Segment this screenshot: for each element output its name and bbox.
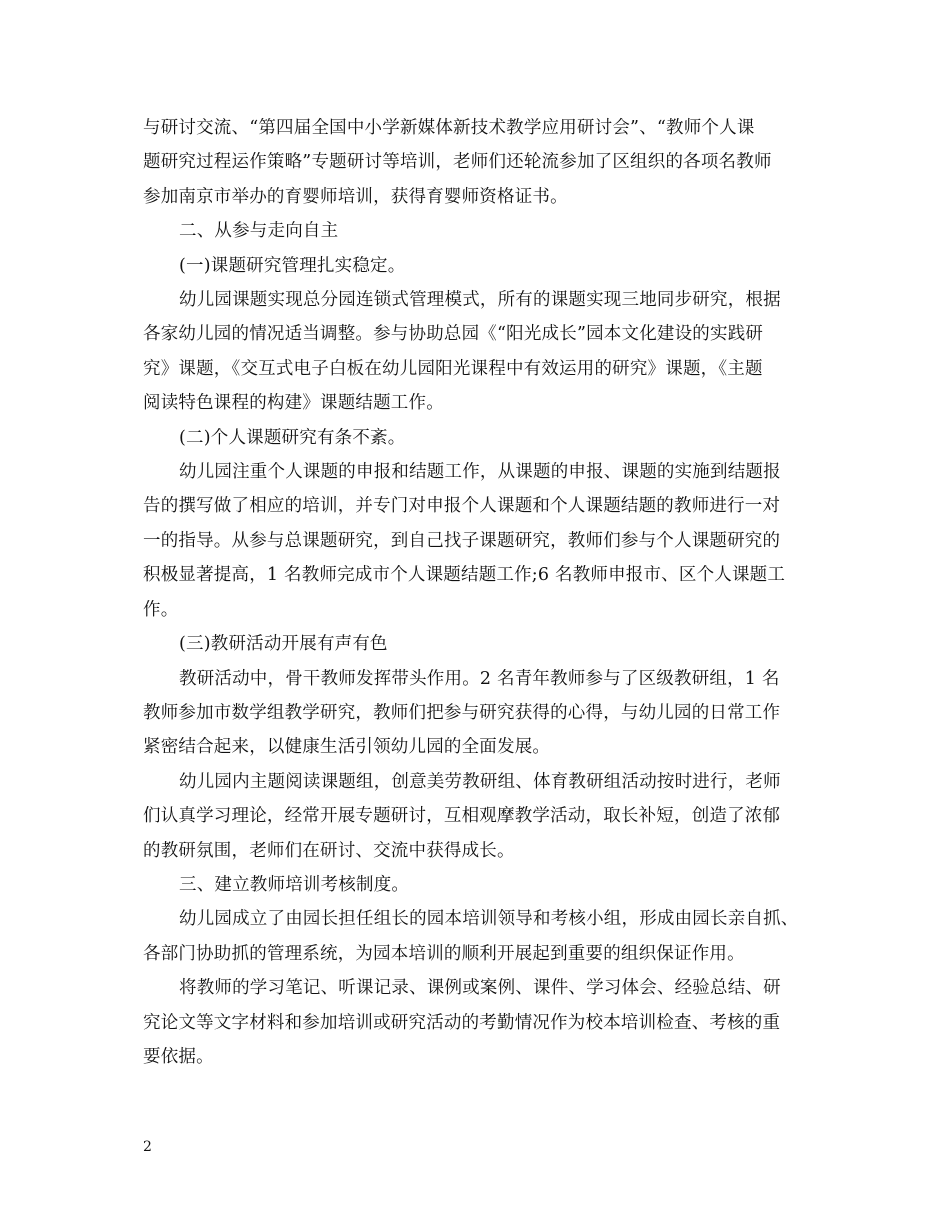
text-line: 幼儿园内主题阅读课题组，创意美劳教研组、体育教研组活动按时进行，老师 bbox=[179, 771, 781, 792]
section-heading-3 bbox=[143, 868, 835, 902]
paragraph-training-exchange bbox=[143, 111, 835, 214]
text-line: 们认真学习理论，经常开展专题研讨，互相观摩教学活动，取长补短，创造了浓郁 bbox=[143, 806, 781, 827]
paragraph-personal-projects bbox=[143, 455, 835, 627]
text-line: 各家幼儿园的情况适当调整。参与协助总园《“阳光成长”园本文化建设的实践研 bbox=[143, 324, 764, 345]
text-line: 究论文等文字材料和参加培训或研究活动的考勤情况作为校本培训检查、考核的重 bbox=[143, 1012, 781, 1033]
heading-text: 二、从参与走向自主 bbox=[179, 221, 339, 242]
text-line: 教师参加市数学组教学研究，教师们把参与研究获得的心得，与幼儿园的日常工作 bbox=[143, 702, 781, 723]
text-line: 幼儿园成立了由园长担任组长的园本培训领导和考核小组，形成由园长亲自抓、 bbox=[179, 909, 799, 930]
text-line: 积极显著提高，1 名教师完成市个人课题结题工作;6 名教师申报市、区个人课题工 bbox=[143, 565, 786, 586]
heading-text: 三、建立教师培训考核制度。 bbox=[179, 874, 410, 895]
text-line: 一的指导。从参与总课题研究，到自己找子课题研究，教师们参与个人课题研究的 bbox=[143, 530, 781, 551]
text-line: 作。 bbox=[143, 599, 179, 620]
subheading-1 bbox=[143, 249, 835, 283]
text-line: 幼儿园注重个人课题的申报和结题工作，从课题的申报、课题的实施到结题报 bbox=[179, 462, 781, 483]
text-line: 究》课题，《交互式电子白板在幼儿园阳光课程中有效运用的研究》课题，《主题 bbox=[143, 358, 763, 379]
text-line: 的教研氛围，老师们在研讨、交流中获得成长。 bbox=[143, 840, 515, 861]
text-line: 要依据。 bbox=[143, 1046, 214, 1067]
text-line: 告的撰写做了相应的培训，并专门对申报个人课题和个人课题结题的教师进行一对 bbox=[143, 496, 781, 517]
paragraph-project-management bbox=[143, 283, 835, 421]
subheading-3 bbox=[143, 627, 835, 661]
text-line: 与研讨交流、“第四届全国中小学新媒体新技术教学应用研讨会”、“教师个人课 bbox=[143, 118, 755, 138]
text-line: 各部门协助抓的管理系统，为园本培训的顺利开展起到重要的组织保证作用。 bbox=[143, 943, 745, 964]
text-line: 紧密结合起来，以健康生活引领幼儿园的全面发展。 bbox=[143, 737, 551, 758]
section-heading-2 bbox=[143, 214, 835, 248]
paragraph-research-activities bbox=[143, 662, 835, 765]
text-line: 参加南京市举办的育婴师培训，获得育婴师资格证书。 bbox=[143, 186, 568, 207]
text-line: 阅读特色课程的构建》课题结题工作。 bbox=[143, 393, 444, 414]
subheading-2 bbox=[143, 421, 835, 455]
subheading-text: (二)个人课题研究有条不紊。 bbox=[179, 427, 406, 448]
text-line: 幼儿园课题实现总分园连锁式管理模式，所有的课题实现三地同步研究，根据 bbox=[179, 290, 781, 311]
page-number: 2 bbox=[143, 1139, 152, 1155]
text-line: 教研活动中，骨干教师发挥带头作用。2 名青年教师参与了区级教研组，1 名 bbox=[179, 668, 780, 689]
paragraph-assessment-basis bbox=[143, 971, 835, 1074]
paragraph-research-groups bbox=[143, 765, 835, 868]
paragraph-assessment-team bbox=[143, 902, 835, 971]
text-line: 题研究过程运作策略”专题研讨等培训，老师们还轮流参加了区组织的各项名教师 bbox=[143, 152, 772, 173]
text-line: 将教师的学习笔记、听课记录、课例或案例、课件、学习体会、经验总结、研 bbox=[179, 978, 781, 999]
document-body bbox=[143, 111, 835, 1074]
subheading-text: (三)教研活动开展有声有色 bbox=[179, 634, 388, 655]
subheading-text: (一)课题研究管理扎实稳定。 bbox=[179, 255, 406, 276]
